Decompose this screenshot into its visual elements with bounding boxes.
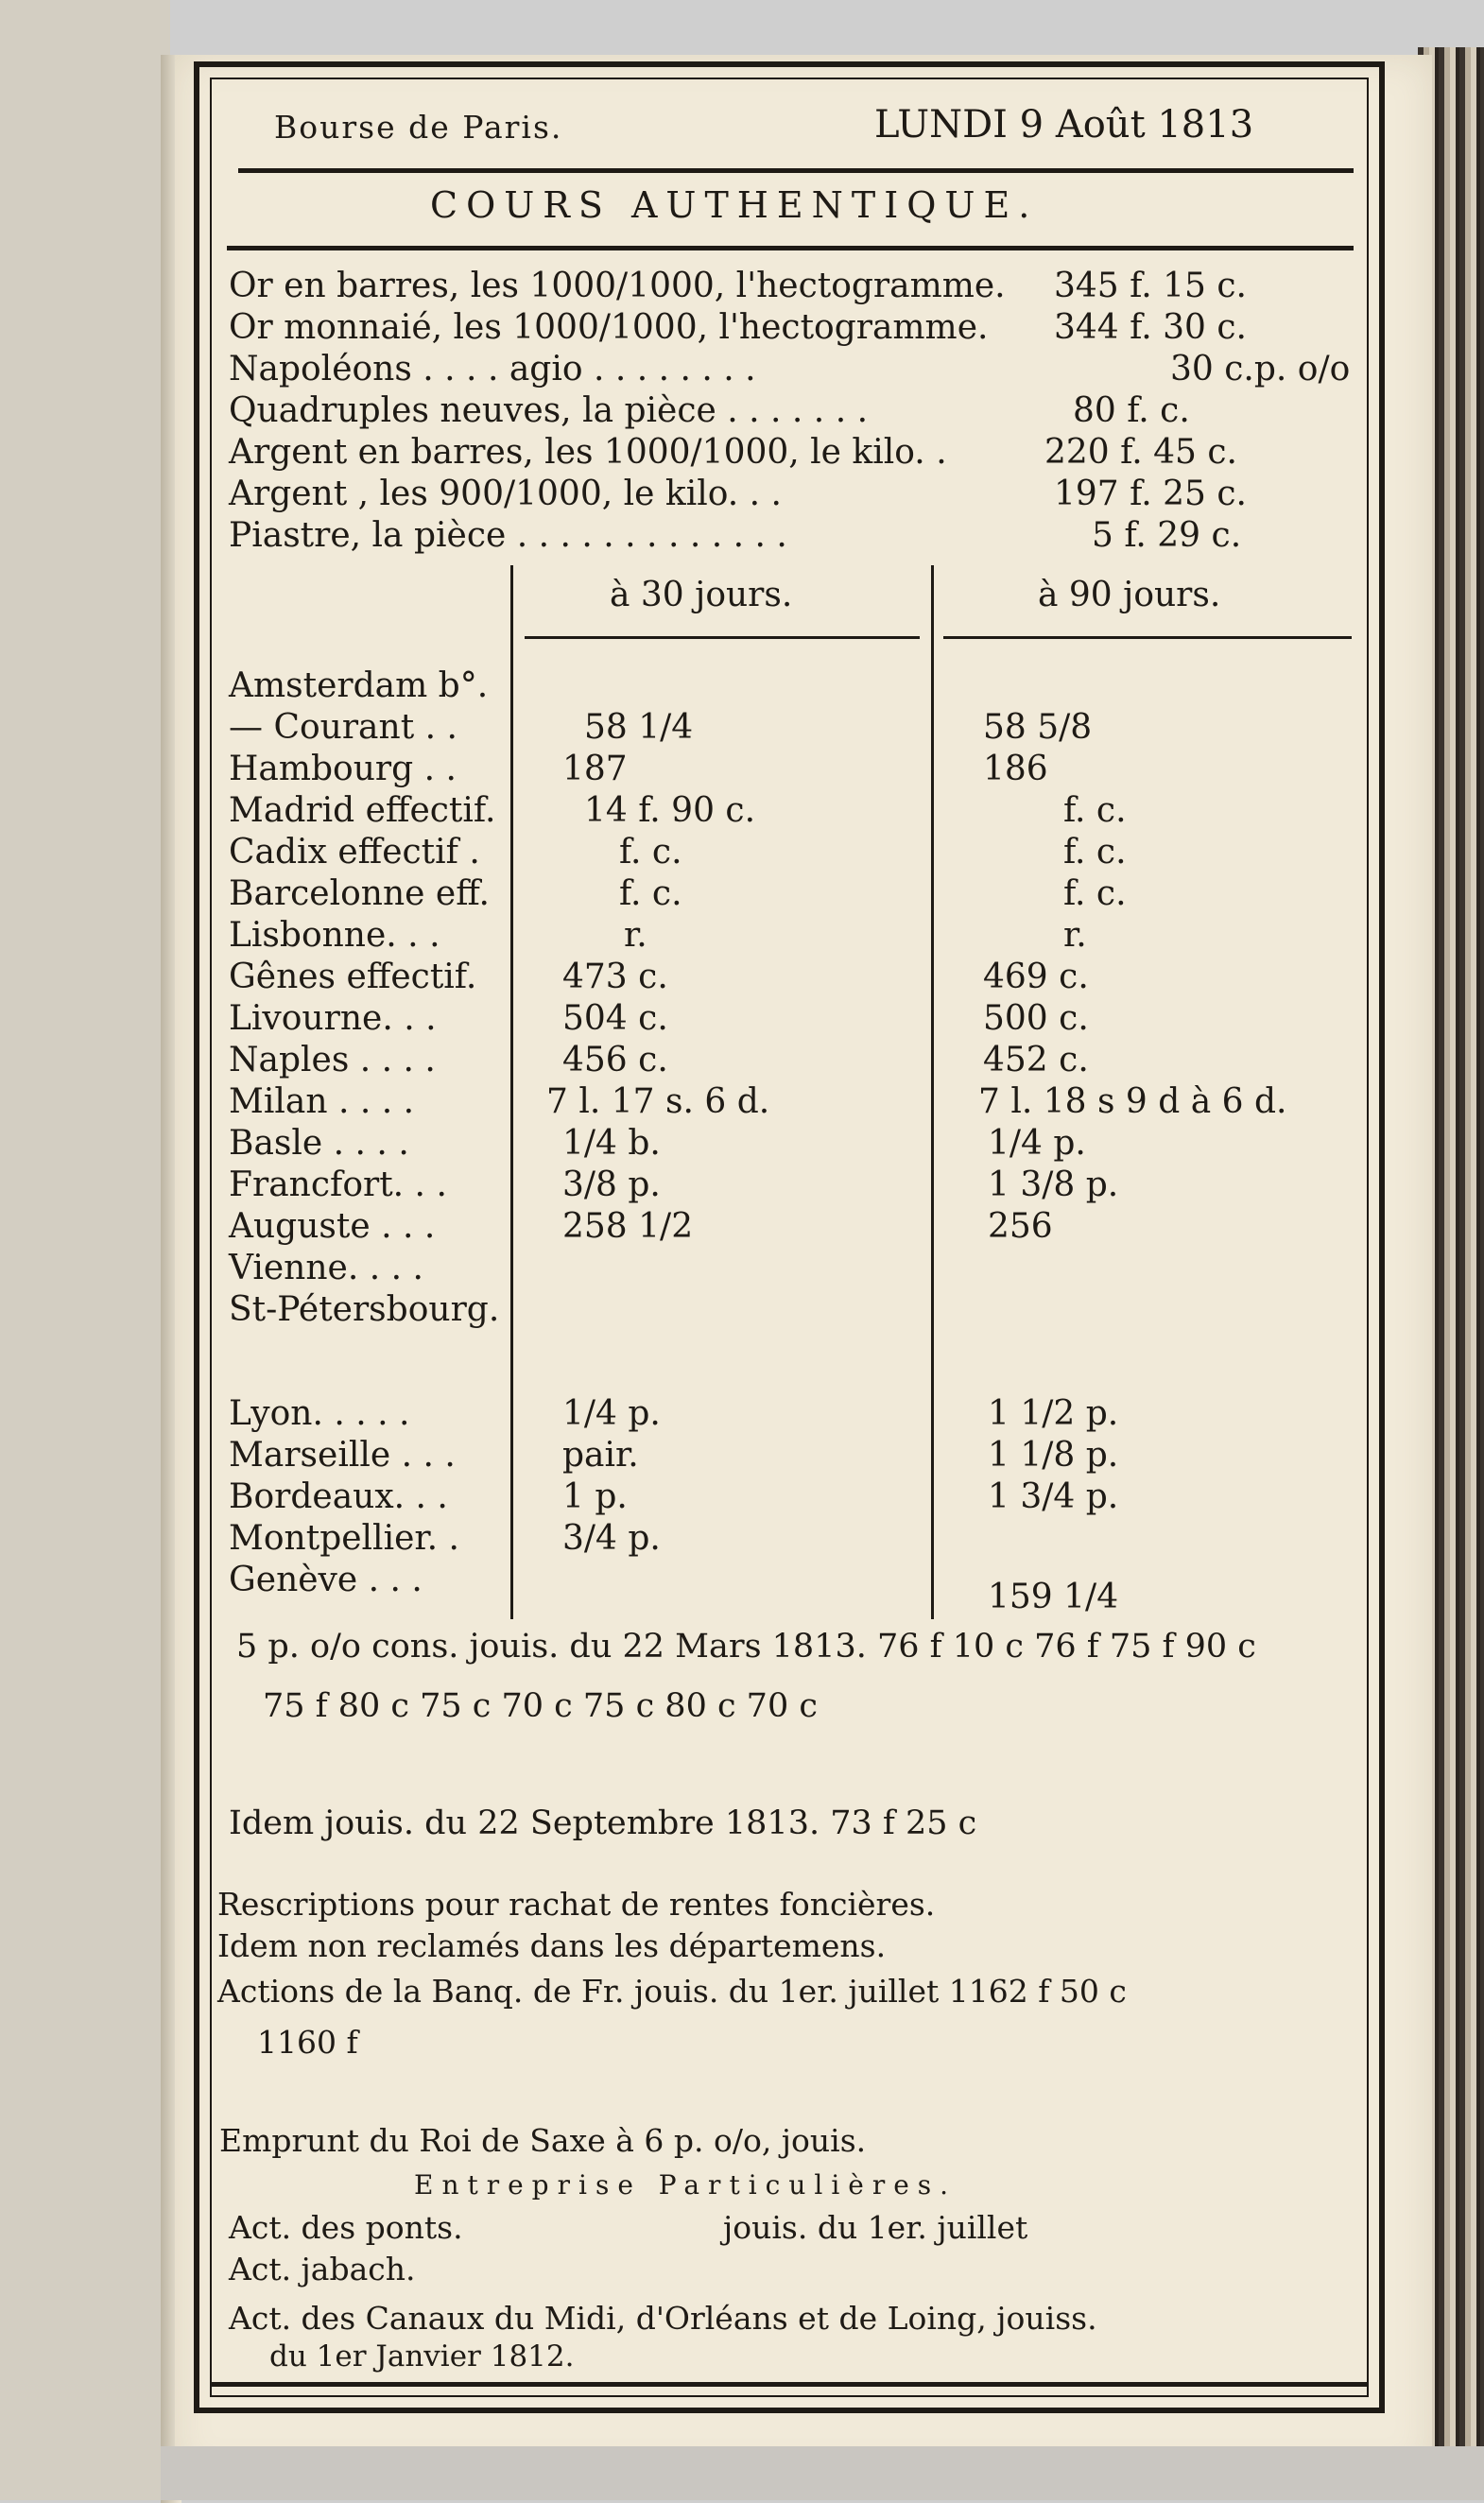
col30-rule [525,636,920,639]
metal-value: 345 f. 15 c. [1054,267,1247,305]
table-row-place: Milan . . . . [229,1082,415,1121]
table-cell-90: 500 c. [983,999,1089,1038]
table-cell-90: f. c. [1063,874,1127,913]
act-canaux: Act. des Canaux du Midi, d'Orléans et de Loing, jouiss. [229,2300,1097,2337]
table-cell-30: 3/4 p. [562,1519,661,1558]
table-cell-30: 58 1/4 [584,708,694,747]
table-cell-90: 7 l. 18 s 9 d à 6 d. [978,1082,1287,1121]
table-cell-90: 1 3/4 p. [988,1477,1119,1516]
table-cell-30: f. c. [619,874,682,913]
table-row-place: Madrid effectif. [229,791,496,830]
book-binding [0,0,170,2500]
table-row-place: Cadix effectif . [229,833,480,872]
table-cell-30: 7 l. 17 s. 6 d. [546,1082,770,1121]
table-row-place: Lisbonne. . . [229,916,440,955]
table-row-place: Auguste . . . [229,1207,436,1246]
act-jabach: Act. jabach. [229,2251,416,2287]
bottom-margin [161,2446,1484,2500]
table-cell-90: 1 3/8 p. [988,1165,1119,1204]
table-row-place: Livourne. . . [229,999,437,1038]
rescriptions: Rescriptions pour rachat de rentes foncières. [217,1886,936,1923]
header-rule [238,168,1354,173]
metal-label: Quadruples neuves, la pièce . . . . . . . [229,391,869,430]
metal-label: Or monnaié, les 1000/1000, l'hectogramme. [229,308,989,347]
metal-label: Napoléons . . . . agio . . . . . . . . [229,350,756,388]
title-rule [227,246,1354,250]
table-row-place: Bordeaux. . . [229,1477,448,1516]
header-date: LUNDI 9 Août 1813 [874,103,1254,147]
bottom-rule [210,2382,1369,2387]
table-cell-30: 187 [562,750,628,788]
table-cell-30: pair. [562,1436,639,1475]
table-cell-30: r. [624,916,647,955]
table-row-place: Amsterdam b°. [229,666,489,705]
metal-value: 197 f. 25 c. [1054,475,1247,513]
emprunt-saxe: Emprunt du Roi de Saxe à 6 p. o/o, jouis. [219,2122,867,2159]
metal-label: Argent en barres, les 1000/1000, le kilo. . [229,433,947,472]
metal-label: Argent , les 900/1000, le kilo. . . [229,475,782,513]
actions-banque-cont: 1160 f [257,2024,358,2061]
table-row-place: Montpellier. . [229,1519,459,1558]
table-cell-90: r. [1063,916,1087,955]
table-row-place: Lyon. . . . . [229,1394,410,1433]
col90-rule [943,636,1352,639]
table-cell-30: 504 c. [562,999,668,1038]
table-cell-90: 1/4 p. [988,1124,1086,1163]
table-cell-90: 469 c. [983,958,1089,996]
act-canaux-cont: du 1er Janvier 1812. [269,2339,575,2374]
table-cell-30: f. c. [619,833,682,872]
table-cell-90: 1 1/2 p. [988,1394,1119,1433]
table-cell-30: 1 p. [562,1477,628,1516]
table-cell-90: 452 c. [983,1041,1089,1079]
table-row-place: — Courant . . [229,708,457,747]
metal-label: Or en barres, les 1000/1000, l'hectogramme. [229,267,1006,305]
table-row-place: Barcelonne eff. [229,874,490,913]
act-ponts-jouis: jouis. du 1er. juillet [723,2209,1028,2246]
actions-banque: Actions de la Banq. de Fr. jouis. du 1er. juillet 1162 f 50 c [217,1973,1127,2010]
table-cell-30: 3/8 p. [562,1165,661,1204]
rente-idem: Idem jouis. du 22 Septembre 1813. 73 f 25 c [229,1804,977,1842]
table-cell-30: 1/4 p. [562,1394,661,1433]
table-row-place: Francfort. . . [229,1165,447,1204]
table-cell-30: 473 c. [562,958,668,996]
header-bourse: Bourse de Paris. [274,109,563,146]
table-cell-90: 159 1/4 [988,1578,1119,1616]
act-ponts: Act. des ponts. [229,2209,463,2246]
table-row-place: St-Pétersbourg. [229,1290,500,1329]
table-cell-90: 1 1/8 p. [988,1436,1119,1475]
table-cell-90: 256 [988,1207,1053,1246]
table-cell-90: f. c. [1063,791,1127,830]
table-cell-90: 58 5/8 [983,708,1093,747]
table-cell-30: 456 c. [562,1041,668,1079]
metal-label: Piastre, la pièce . . . . . . . . . . . . . [229,516,787,555]
table-cell-90: 186 [983,750,1048,788]
table-row-place: Vienne. . . . [229,1249,423,1287]
metal-value: 30 c.p. o/o [1170,350,1351,388]
table-row-place: Gênes effectif. [229,958,477,996]
table-row-place: Naples . . . . [229,1041,436,1079]
metal-value: 344 f. 30 c. [1054,308,1247,347]
table-divider-right [931,565,934,1619]
metal-value: 220 f. 45 c. [1044,433,1237,472]
table-cell-90: f. c. [1063,833,1127,872]
rescriptions-idem: Idem non reclamés dans les départemens. [217,1927,887,1964]
col90-header: à 90 jours. [1038,576,1221,614]
table-row-place: Marseille . . . [229,1436,456,1475]
page-title: COURS AUTHENTIQUE. [430,184,1039,226]
table-row-place: Genève . . . [229,1561,423,1599]
rente-5pct: 5 p. o/o cons. jouis. du 22 Mars 1813. 76 f 10 c 76 f 75 f 90 c [236,1628,1256,1666]
col30-header: à 30 jours. [610,576,793,614]
table-divider-left [510,565,513,1619]
metal-value: 80 f. c. [1073,391,1190,430]
table-cell-30: 14 f. 90 c. [584,791,756,830]
table-cell-30: 258 1/2 [562,1207,694,1246]
section-entreprises: Entreprise Particulières. [414,2169,958,2201]
table-row-place: Hambourg . . [229,750,457,788]
table-cell-30: 1/4 b. [562,1124,661,1163]
rente-5pct-cont: 75 f 80 c 75 c 70 c 75 c 80 c 70 c [263,1687,818,1725]
metal-value: 5 f. 29 c. [1092,516,1242,555]
table-row-place: Basle . . . . [229,1124,409,1163]
